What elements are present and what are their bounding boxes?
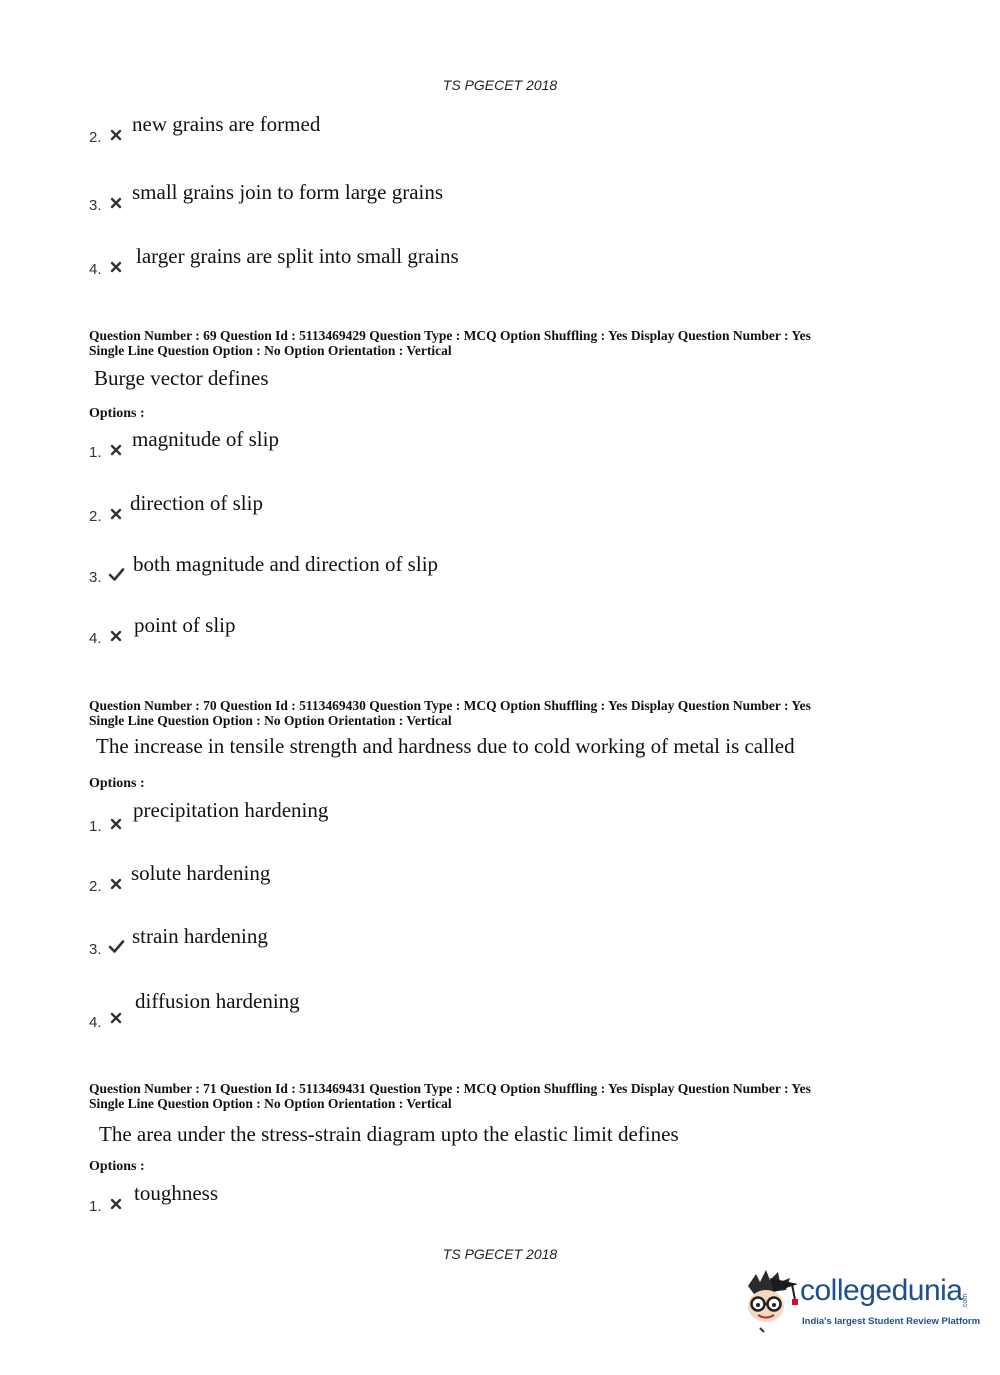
- correct-mark-icon: [108, 567, 125, 582]
- option-text: solute hardening: [131, 861, 271, 885]
- wrong-mark-icon: [109, 629, 123, 643]
- collegedunia-logo: [740, 1268, 981, 1340]
- question-text: The area under the stress-strain diagram upto the elastic limit defines: [99, 1122, 679, 1146]
- wrong-mark-icon: [109, 507, 123, 521]
- option-text: toughness: [134, 1181, 218, 1205]
- question-meta: Question Number : 70 Question Id : 5113469430 Question Type : MCQ Option Shuffling : Yes Display Question Number : Yes Single Line Question Option : No Option Orientation : Vertical: [89, 698, 811, 728]
- mascot-icon: [740, 1268, 802, 1340]
- wrong-mark-icon: [109, 128, 123, 142]
- option-text: magnitude of slip: [132, 427, 279, 451]
- correct-mark-icon: [108, 939, 125, 954]
- wrong-mark-icon: [109, 1011, 123, 1025]
- options-label: Options :: [89, 1159, 145, 1174]
- option-text: both magnitude and direction of slip: [133, 552, 439, 576]
- logo-brand: collegedunia: [800, 1274, 963, 1307]
- question-meta: Question Number : 69 Question Id : 5113469429 Question Type : MCQ Option Shuffling : Yes Display Question Number : Yes Single Line Question Option : No Option Orientation : Vertical: [89, 328, 811, 358]
- wrong-mark-icon: [109, 1197, 123, 1211]
- wrong-mark-icon: [109, 443, 123, 457]
- page-footer: TS PGECET 2018: [442, 1246, 558, 1262]
- logo-dotcom: .com: [962, 1293, 970, 1310]
- option-text: new grains are formed: [132, 112, 321, 136]
- logo-tagline: India's largest Student Review Platform: [802, 1316, 981, 1327]
- question-text: The increase in tensile strength and hardness due to cold working of metal is called: [96, 734, 795, 758]
- question-meta: Question Number : 71 Question Id : 5113469431 Question Type : MCQ Option Shuffling : Yes Display Question Number : Yes Single Line Question Option : No Option Orientation : Vertical: [89, 1081, 811, 1111]
- option-text: precipitation hardening: [133, 798, 329, 822]
- option-text: small grains join to form large grains: [132, 180, 444, 204]
- option-text: strain hardening: [132, 924, 268, 948]
- options-label: Options :: [89, 776, 145, 791]
- wrong-mark-icon: [109, 196, 123, 210]
- option-text: direction of slip: [130, 491, 263, 515]
- option-text: diffusion hardening: [135, 989, 300, 1013]
- wrong-mark-icon: [109, 817, 123, 831]
- question-text: Burge vector defines: [94, 366, 269, 390]
- wrong-mark-icon: [109, 877, 123, 891]
- options-label: Options :: [89, 406, 145, 421]
- wrong-mark-icon: [109, 260, 123, 274]
- option-text: larger grains are split into small grains: [136, 244, 459, 268]
- option-text: point of slip: [134, 613, 236, 637]
- page-header: TS PGECET 2018: [442, 77, 558, 93]
